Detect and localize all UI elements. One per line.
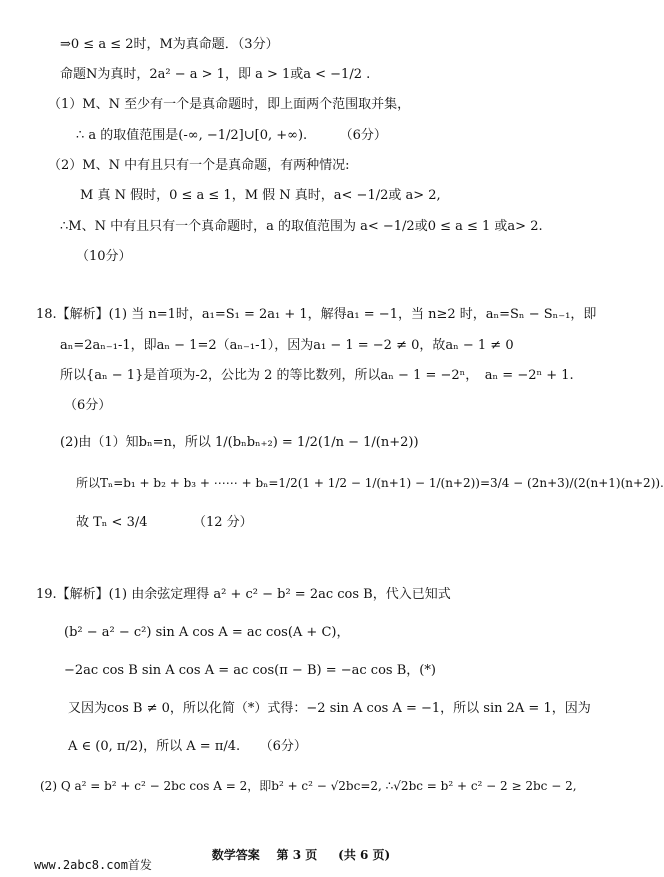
q18-line-6: 所以Tₙ=b₁ + b₂ + b₃ + ⋯⋯ + bₙ=1/2(1 + 1/2 − 1/(n+1) − 1/(n+2))=3/4 − (2n+3)/(2(n+1)(n+2)).	[76, 476, 664, 490]
footer-subject: 数学答案	[211, 848, 260, 862]
q19-line-4: 又因为cos B ≠ 0，所以化简（*）式得：−2 sin A cos A = −1，所以 sin 2A = 1，因为	[68, 701, 591, 716]
q18-line-5: (2)由（1）知bₙ=n，所以 1/(bₙbₙ₊₂) = 1/2(1/n − 1/(n+2))	[60, 435, 419, 450]
q19-line-6: (2) Q a² = b² + c² − 2bc cos A = 2，即b² + c² − √2bc=2, ∴√2bc = b² + c² − 2 ≥ 2bc − 2,	[40, 779, 577, 793]
line-6: M 真 N 假时，0 ≤ a ≤ 1，M 假 N 真时，a< −1/2或 a> 2,	[80, 188, 441, 203]
footer-total: (共 6 页)	[338, 848, 391, 862]
line-4: ∴ a 的取值范围是(-∞, −1/2]∪[0, +∞). （6分）	[76, 128, 387, 143]
q19-line-5: A ∈ (0, π/2)，所以 A = π/4. （6分）	[68, 739, 307, 754]
footer-page: 第 3 页	[276, 848, 318, 862]
q18-line-1: 18.【解析】(1) 当 n=1时，a₁=S₁ = 2a₁ + 1，解得a₁ = −1，当 n≥2 时，aₙ=Sₙ − Sₙ₋₁，即	[36, 307, 597, 322]
line-1: ⇒0 ≤ a ≤ 2时，M为真命题．（3分）	[60, 37, 279, 52]
q18-line-2: aₙ=2aₙ₋₁-1，即aₙ − 1=2（aₙ₋₁-1），因为a₁ − 1 = −2 ≠ 0，故aₙ − 1 ≠ 0	[60, 338, 514, 353]
q18-line-4: （6分）	[64, 398, 112, 413]
line-3: （1）M、N 至少有一个是真命题时，即上面两个范围取并集，	[48, 97, 411, 112]
q19-line-1: 19.【解析】(1) 由余弦定理得 a² + c² − b² = 2ac cos B，代入已知式	[36, 587, 451, 602]
q18-line-7: 故 Tₙ < 3/4 （12 分）	[76, 515, 253, 530]
line-7: ∴M、N 中有且只有一个真命题时，a 的取值范围为 a< −1/2或0 ≤ a ≤ 1 或a> 2.	[60, 219, 543, 234]
q18-line-3: 所以{aₙ − 1}是首项为-2，公比为 2 的等比数列，所以aₙ − 1 = −2ⁿ， aₙ = −2ⁿ + 1.	[60, 368, 574, 383]
line-8: （10分）	[76, 249, 132, 264]
line-2: 命题N为真时，2a² − a > 1，即 a > 1或a < −1/2 .	[60, 67, 371, 82]
q19-line-3: −2ac cos B sin A cos A = ac cos(π − B) = −ac cos B，(*)	[64, 663, 436, 678]
q19-line-2: (b² − a² − c²) sin A cos A = ac cos(A + C)，	[64, 625, 350, 640]
site-watermark: www.2abc8.com首发	[34, 858, 152, 872]
line-5: （2）M、N 中有且只有一个是真命题，有两种情况:	[48, 158, 350, 173]
